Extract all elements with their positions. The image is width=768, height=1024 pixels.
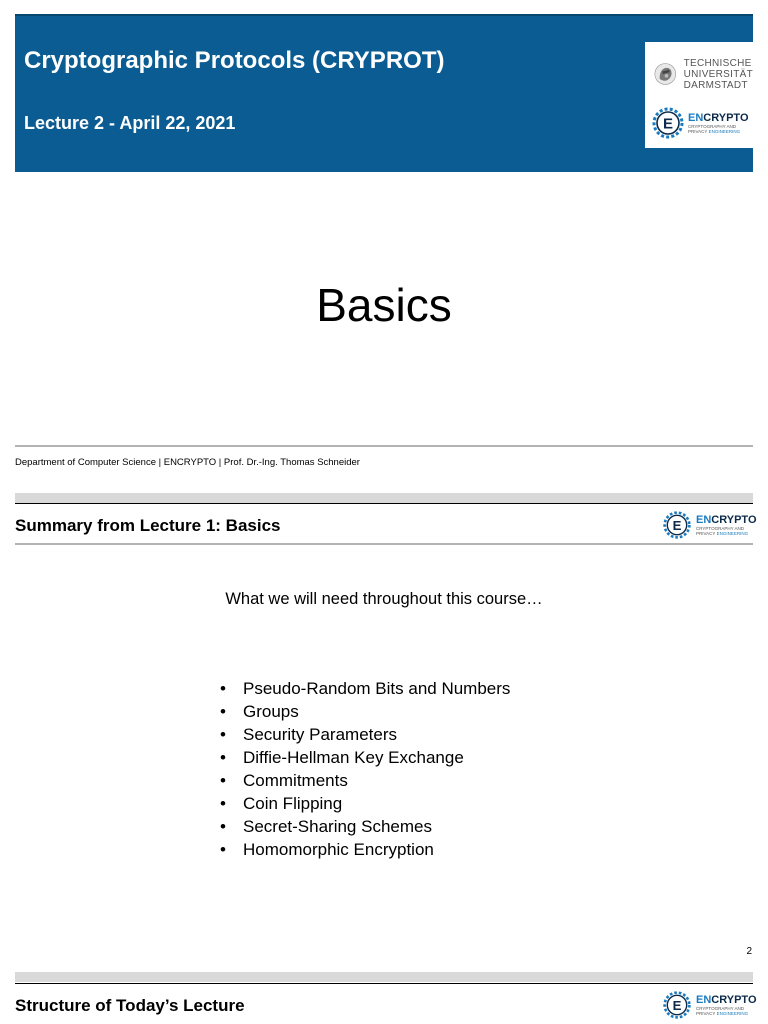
bullet: •: [220, 748, 226, 767]
encrypto-brand-en: EN: [696, 994, 712, 1006]
slide2-header-gray-bar: [15, 493, 753, 503]
bullet: •: [220, 794, 226, 813]
bullet: •: [220, 817, 226, 836]
tud-logo-line-1: TECHNISCHE: [683, 57, 752, 69]
encrypto-brand-rest: CRYPTO: [711, 514, 757, 526]
encrypto-brand-rest: CRYPTO: [711, 994, 757, 1006]
encrypto-logo-slide2: [662, 510, 757, 540]
lecture-date: Lecture 2 - April 22, 2021: [24, 113, 236, 133]
encrypto-sub-line-1: CRYPTOGRAPHY AND: [696, 526, 745, 531]
encrypto-logo-banner: [645, 98, 753, 148]
tud-logo-line-2: UNIVERSITÄT: [683, 68, 753, 80]
footer-divider: [15, 445, 753, 447]
encrypto-sub-line-2a: PRIVACY: [688, 129, 709, 134]
bullet: •: [220, 771, 226, 790]
topic-label: Pseudo-Random Bits and Numbers: [243, 679, 511, 698]
list-item: [220, 723, 510, 746]
encrypto-sub-line-2b: ENGINEERING: [716, 1011, 749, 1016]
list-item: [220, 838, 510, 861]
encrypto-sub-line-1: CRYPTOGRAPHY AND: [688, 124, 737, 129]
list-item: [220, 815, 510, 838]
list-item: [220, 677, 510, 700]
encrypto-sub-line-2a: PRIVACY: [696, 1011, 717, 1016]
topic-label: Diffie-Hellman Key Exchange: [243, 748, 464, 767]
banner-top-line: [15, 14, 753, 16]
bullet: •: [220, 840, 226, 859]
slide2-heading: Summary from Lecture 1: Basics: [15, 516, 281, 535]
topic-list: [220, 677, 510, 861]
encrypto-sub-line-2b: ENGINEERING: [716, 531, 749, 536]
svg-text:E: E: [662, 115, 674, 133]
encrypto-brand-en: EN: [688, 112, 704, 124]
topic-label: Coin Flipping: [243, 794, 343, 813]
svg-text:E: E: [672, 997, 682, 1013]
topic-label: Secret-Sharing Schemes: [243, 817, 432, 836]
slide2-header-line: [15, 503, 753, 504]
list-item: [220, 792, 510, 815]
tud-logo: [645, 42, 753, 106]
course-title: Cryptographic Protocols (CRYPROT): [24, 47, 445, 74]
bullet: •: [220, 725, 226, 744]
slide3-header-line: [15, 983, 753, 984]
topic-label: Groups: [243, 702, 299, 721]
encrypto-gear-icon: [662, 990, 692, 1020]
slide-main-title: Basics: [316, 279, 452, 331]
title-banner: [15, 14, 753, 172]
slide2-intro-text: What we will need throughout this course…: [225, 590, 543, 608]
page-number: 2: [746, 946, 752, 957]
slide3-header-gray-bar: [15, 972, 753, 982]
encrypto-logo-slide3: [662, 990, 757, 1020]
tud-logo-line-3: DARMSTADT: [683, 79, 748, 91]
encrypto-brand-rest: CRYPTO: [703, 112, 749, 124]
list-item: [220, 769, 510, 792]
list-item: [220, 700, 510, 723]
encrypto-sub-line-2a: PRIVACY: [696, 531, 717, 536]
slide3-heading: Structure of Today’s Lecture: [15, 996, 245, 1015]
encrypto-sub-line-2b: ENGINEERING: [708, 129, 741, 134]
topic-label: Commitments: [243, 771, 348, 790]
tud-athena-icon: [653, 54, 678, 94]
slide2-header-bottom-line: [15, 543, 753, 545]
list-item: [220, 746, 510, 769]
topic-label: Security Parameters: [243, 725, 397, 744]
topic-label: Homomorphic Encryption: [243, 840, 434, 859]
bullet: •: [220, 702, 226, 721]
encrypto-brand-en: EN: [696, 514, 712, 526]
encrypto-gear-icon: [651, 106, 685, 140]
encrypto-gear-icon: [662, 510, 692, 540]
svg-text:E: E: [672, 517, 682, 533]
footer-text: Department of Computer Science | ENCRYPTO | Prof. Dr.-Ing. Thomas Schneider: [15, 457, 360, 468]
encrypto-sub-line-1: CRYPTOGRAPHY AND: [696, 1006, 745, 1011]
bullet: •: [220, 679, 226, 698]
